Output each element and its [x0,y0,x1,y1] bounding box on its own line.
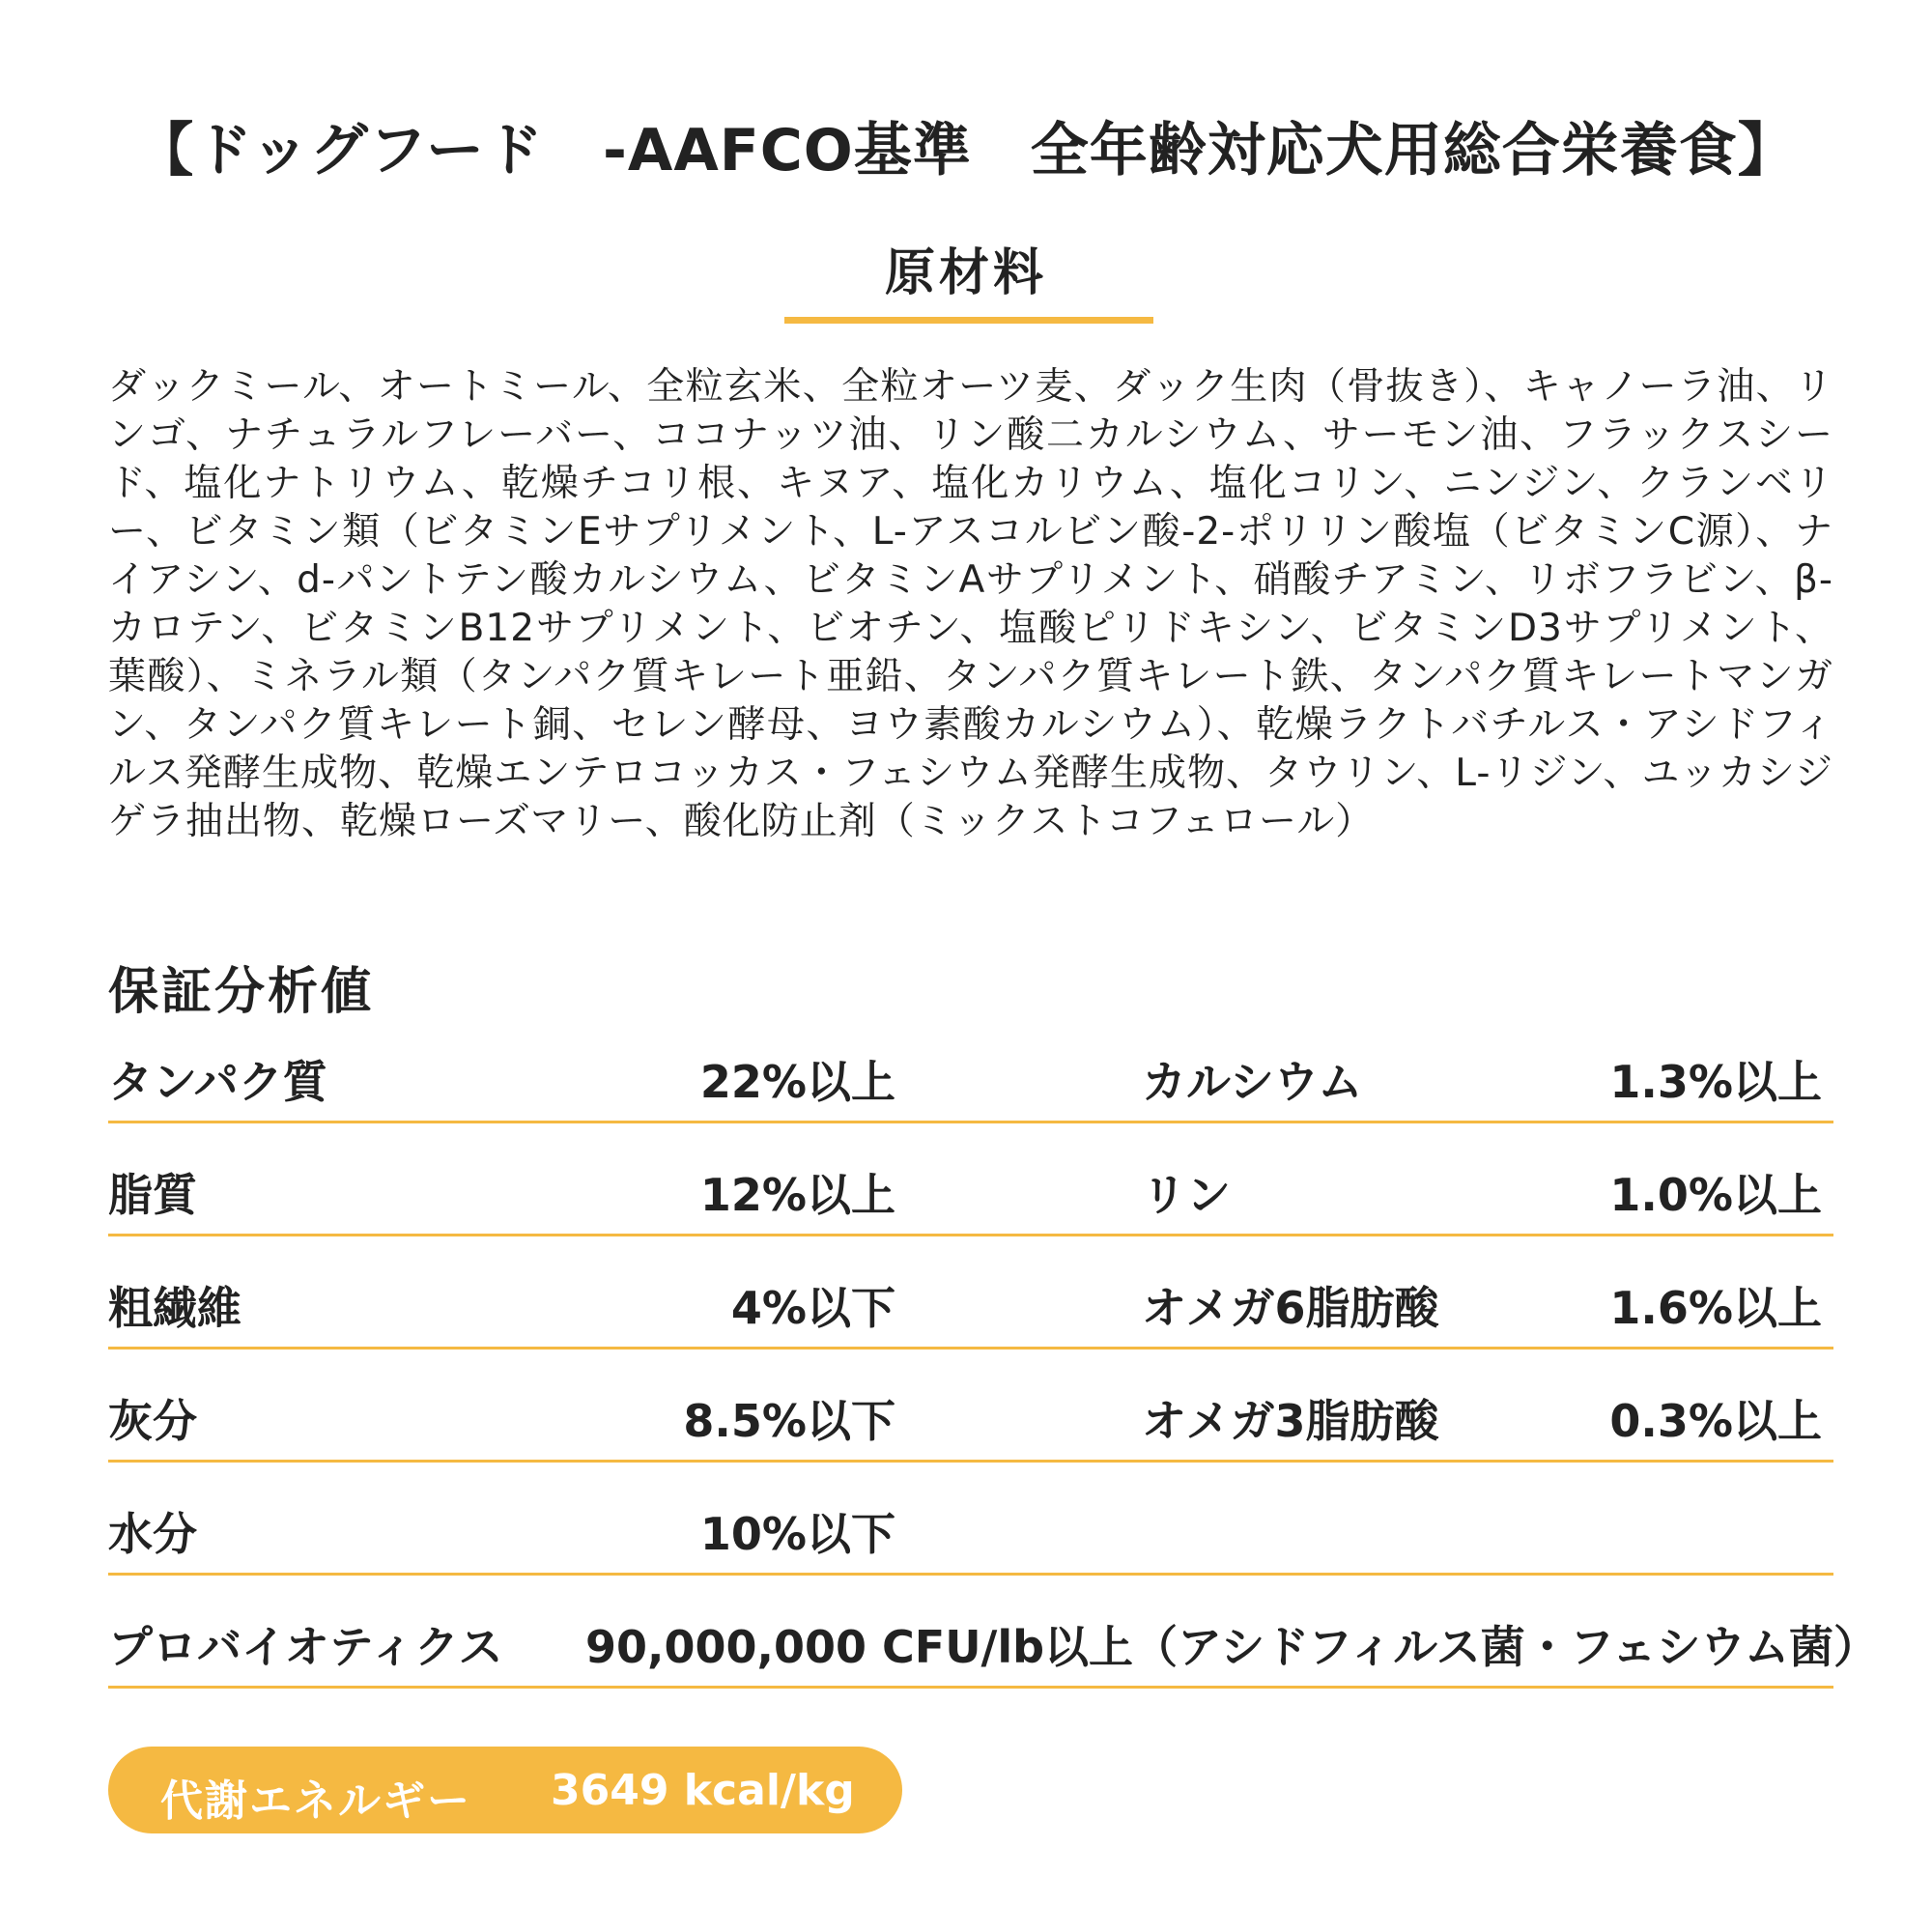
analysis-table [108,1010,1879,1689]
nutrient-label: タンパク質 [108,1056,327,1108]
probiotics-label: プロバイオティクス [108,1621,503,1673]
nutrient-label: 脂質 [108,1169,197,1221]
energy-label: 代謝エネルギー [160,1776,471,1826]
nutrient-label: オメガ6脂肪酸 [1142,1282,1439,1334]
heading-underline [784,317,1153,324]
analysis-row [108,1463,1833,1576]
nutrient-value: 1.0%以上 [1609,1169,1822,1221]
analysis-row-probiotics [108,1576,1879,1689]
ingredients-text: ダックミール、オートミール、全粒玄米、全粒オーツ麦、ダック生肉（骨抜き）、キャノーラ油、リンゴ、ナチュラルフレーバー、ココナッツ油、リン酸二カルシウム、サーモン油、フラックスシード、塩化ナトリウム、乾燥チコリ根、キヌア、塩化カリウム、塩化コリン、ニンジン、クランベリー、ビタミン類（ビタミンEサプリメント、L-アスコルビン酸-2-ポリリン酸塩（ビタミンC源）、ナイアシン、d-パントテン酸カルシウム、ビタミンAサプリメント、硝酸チアミン、リボフラビン、β-カロテン、ビタミンB12サプリメント、ビオチン、塩酸ピリドキシン、ビタミンD3サプリメント、葉酸）、ミネラル類（タンパク質キレート亜鉛、タンパク質キレート鉄、タンパク質キレートマンガン、タンパク質キレート銅、セレン酵母、ヨウ素酸カルシウム）、乾燥ラクトバチルス・アシドフィルス発酵生成物、乾燥エンテロコッカス・フェシウム発酵生成物、タウリン、L-リジン、ユッカシジゲラ抽出物、乾燥ローズマリー、酸化防止剤（ミックストコフェロール） [108,365,1833,843]
energy-value: 3649 kcal/kg [551,1766,855,1815]
probiotics-value: 90,000,000 CFU/lb以上（アシドフィルス菌・フェシウム菌） [585,1621,1879,1673]
nutrient-label: カルシウム [1142,1056,1363,1108]
nutrient-label: 灰分 [108,1395,197,1447]
nutrient-value: 0.3%以上 [1609,1395,1822,1447]
analysis-row [108,1123,1833,1236]
analysis-heading: 保証分析値 [108,963,375,1021]
energy-badge [108,1747,902,1833]
page-title: 【ドッグフード -AAFCO基準 全年齢対応犬用総合栄養食】 [135,117,1797,185]
nutrient-value: 1.6%以上 [1609,1282,1822,1334]
nutrient-label: オメガ3脂肪酸 [1142,1395,1439,1447]
analysis-row [108,1010,1833,1123]
nutrient-value: 22%以上 [699,1056,895,1108]
nutrient-value: 10%以下 [699,1508,895,1560]
ingredients-heading: 原材料 [884,244,1047,302]
nutrient-value: 12%以上 [699,1169,895,1221]
analysis-row [108,1350,1833,1463]
nutrient-value: 4%以下 [730,1282,895,1334]
nutrient-value: 1.3%以上 [1609,1056,1822,1108]
analysis-row [108,1236,1833,1350]
nutrient-label: 粗繊維 [108,1282,242,1334]
nutrient-label: リン [1142,1169,1231,1221]
nutrient-value: 8.5%以下 [683,1395,895,1447]
nutrient-label: 水分 [108,1508,197,1560]
